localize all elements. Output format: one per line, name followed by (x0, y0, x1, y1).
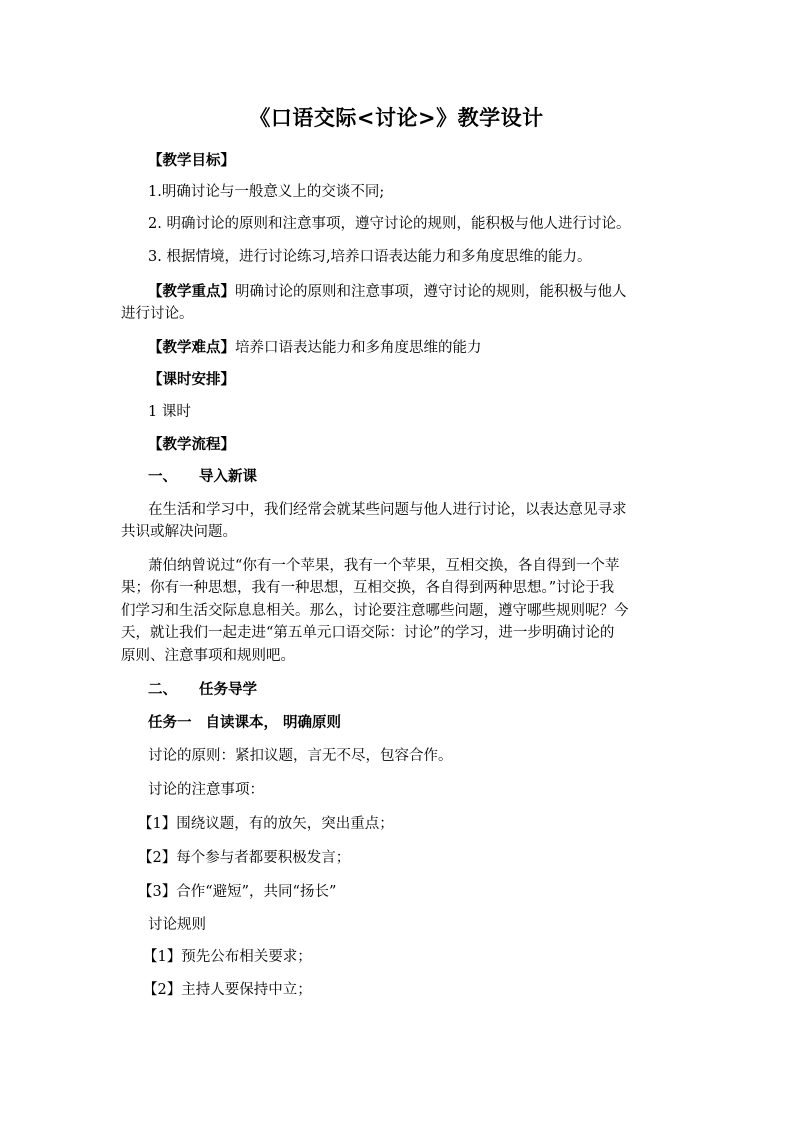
intro-para-1-line-2: 共识或解决问题。 (121, 524, 237, 540)
difficulty-heading: 【教学难点】 (148, 340, 235, 356)
difficulty-paragraph (148, 337, 482, 359)
goal-1: 1.明确讨论与一般意义上的交谈不同; (148, 184, 385, 200)
note-2: 【2】每个参与者都要积极发言； (138, 850, 351, 866)
note-3: 【3】合作“避短”，共同“扬长” (138, 884, 337, 900)
intro-para-2-line-2: 果；你有一种思想，我有一种思想，互相交换，各自得到两种思想。”讨论于我 (121, 580, 615, 596)
hours-text: 1 课时 (148, 404, 191, 420)
section-1-number: 一、 (148, 469, 177, 485)
rules-heading: 讨论规则 (148, 917, 206, 933)
section-1-title: 导入新课 (199, 469, 257, 485)
section-2-number: 二、 (148, 682, 177, 698)
intro-para-2-line-4: 天，就让我们一起走进“第五单元口语交际：讨论”的学习，进一步明确讨论的 (121, 625, 615, 641)
intro-para-2-line-3: 们学习和生活交际息息相关。那么，讨论要注意哪些问题，遵守哪些规则呢？今 (121, 603, 629, 619)
hours-heading: 【课时安排】 (148, 372, 235, 388)
flow-heading: 【教学流程】 (148, 437, 235, 453)
task-1-label: 任务一 (148, 715, 192, 731)
difficulty-text: 培养口语表达能力和多角度思维的能力 (235, 340, 482, 356)
section-2-heading (148, 679, 257, 701)
note-1: 【1】围绕议题，有的放矢，突出重点； (138, 816, 394, 832)
key-text-line-2: 进行讨论。 (121, 306, 194, 322)
goal-2: 2. 明确讨论的原则和注意事项，遵守讨论的规则，能积极与他人进行讨论。 (148, 216, 631, 232)
principle-text: 讨论的原则：紧扣议题，言无不尽，包容合作。 (148, 748, 453, 764)
task-1-heading (148, 712, 341, 734)
page-title: 《口语交际<讨论>》教学设计 (249, 106, 544, 130)
intro-para-2-line-5: 原则、注意事项和规则吧。 (121, 648, 295, 664)
goals-heading: 【教学目标】 (148, 153, 235, 169)
key-heading: 【教学重点】 (148, 284, 235, 300)
intro-para-1-line-1: 在生活和学习中，我们经常会就某些问题与他人进行讨论，以表达意见寻求 (148, 502, 627, 518)
rule-1: 【1】预先公布相关要求； (143, 949, 312, 965)
key-point-paragraph (148, 281, 627, 303)
section-2-title: 任务导学 (199, 682, 257, 698)
task-1-title: 自读课本， 明确原则 (205, 715, 342, 731)
intro-para-2-line-1: 萧伯纳曾说过“你有一个苹果，我有一个苹果，互相交换，各自得到一个苹 (148, 558, 620, 574)
rule-2: 【2】主持人要保持中立； (143, 982, 312, 998)
key-text-line-1: 明确讨论的原则和注意事项，遵守讨论的规则，能积极与他人 (235, 284, 627, 300)
goal-3: 3. 根据情境，进行讨论练习,培养口语表达能力和多角度思维的能力。 (148, 249, 592, 265)
notes-heading: 讨论的注意事项： (148, 782, 264, 798)
section-1-heading (148, 466, 257, 488)
